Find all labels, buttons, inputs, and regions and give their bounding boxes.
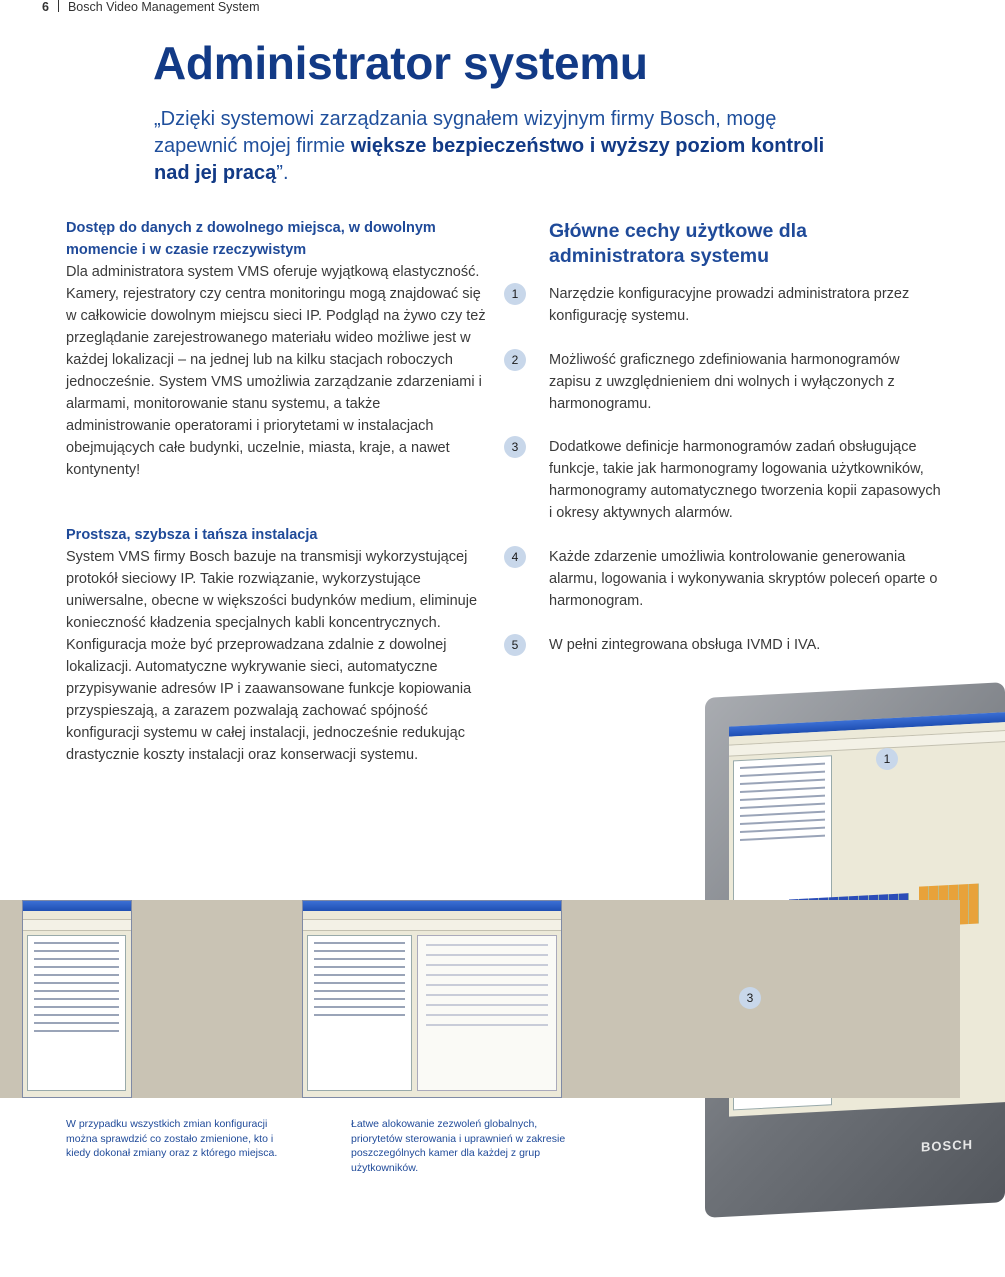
section-heading: Dostęp do danych z dowolnego miejsca, w dowolnym momencie i w czasie rzeczywistym [66, 220, 436, 258]
caption-left: W przypadku wszystkich zmian konfiguracji można sprawdzić co zostało zmienione, kto i kiedy dokonał zmiany oraz z którego miejsca. [66, 1118, 278, 1159]
page-title: Administrator systemu [153, 37, 648, 89]
permissions-window-screenshot [302, 900, 562, 1098]
section-body: Dla administratora system VMS oferuje wyjątkową elastyczność. Kamery, rejestratory czy centra monitoringu mogą znajdować się w całkowicie dowolnym miejscu sieci IP. Podgląd na żywo czy też przeglądanie zarejestrowanego materiału wideo możliwe jest w każdej lokalizacji – na jednej lub na kilku stacjach roboczych jednocześnie. System VMS umożliwia zarządzanie zdarzeniami i alarmami, monitorowanie stanu systemu, a także administrowanie operatorami i priorytetami w instalacjach obejmujących całe budynki, uczelnie, miasta, kraje, a nawet kontynenty! [66, 264, 486, 478]
feature-item: Każde zdarzenie umożliwia kontrolowanie generowania alarmu, logowania i wykonywania skryptów poleceń oparte o harmonogram. [549, 549, 938, 609]
bosch-logo: BOSCH [921, 1136, 973, 1155]
features-title: Główne cechy użytkowe dla administratora systemu [549, 220, 807, 267]
intro-quote [154, 106, 854, 187]
section-installation [66, 524, 486, 766]
image-marker-1: 1 [876, 748, 898, 770]
page-number: 6 [42, 0, 49, 14]
feature-item: Dodatkowe definicje harmonogramów zadań obsługujące funkcje, takie jak harmonogramy logowania użytkowników, harmonogramy automatycznego tworzenia kopii zapasowych i okresy aktywnych alarmów. [549, 439, 941, 521]
feature-number-badge: 2 [504, 349, 526, 371]
section-body: System VMS firmy Bosch bazuje na transmisji wykorzystującej protokół sieciowy IP. Takie rozwiązanie, wykorzystujące uniwersalne, obecne w większości budynków medium, eliminuje konieczność kładzenia specjalnych kabli koncentrycznych. Konfiguracja może być przeprowadzana zdalnie z dowolnej lokalizacji. Automatyczne wykrywanie sieci, automatyczne przypisywanie adresów IP i zaawansowane funkcje kopiowania przyspieszają, a zarazem pozwalają zachować spójność konfiguracji systemu w całej instalacji, jednocześnie redukując drastycznie koszty instalacji oraz konserwacji systemu. [66, 549, 478, 763]
caption-right: Łatwe alokowanie zezwoleń globalnych, priorytetów sterowania i uprawnień w zakresie poszczególnych kamer dla każdej z grup użytkowników. [351, 1118, 566, 1174]
screenshot-strip [0, 900, 960, 1098]
feature-number-badge: 5 [504, 634, 526, 656]
feature-item: W pełni zintegrowana obsługa IVMD i IVA. [549, 637, 821, 653]
quote-part-2: większe bezpieczeństwo i wyższy poziom kontroli nad jej pracą [154, 135, 825, 184]
page-header [42, 0, 260, 15]
quote-part-3: ”. [276, 162, 289, 184]
section-heading: Prostsza, szybsza i tańsza instalacja [66, 527, 318, 543]
header-divider [58, 0, 59, 12]
image-marker-3: 3 [739, 987, 761, 1009]
feature-number-badge: 1 [504, 283, 526, 305]
feature-number-badge: 3 [504, 436, 526, 458]
section-data-access [66, 217, 486, 481]
feature-item: Narzędzie konfiguracyjne prowadzi administratora przez konfigurację systemu. [549, 286, 910, 324]
feature-item: Możliwość graficznego zdefiniowania harmonogramów zapisu z uwzględnieniem dni wolnych i wyłączonych z harmonogramu. [549, 352, 900, 412]
feature-number-badge: 4 [504, 546, 526, 568]
quote-part-1: „Dzięki systemowi zarządzania sygnałem wizyjnym firmy Bosch, mogę zapewnić mojej firmie [154, 108, 777, 157]
document-title: Bosch Video Management System [67, 0, 260, 14]
config-window-screenshot [22, 900, 132, 1098]
